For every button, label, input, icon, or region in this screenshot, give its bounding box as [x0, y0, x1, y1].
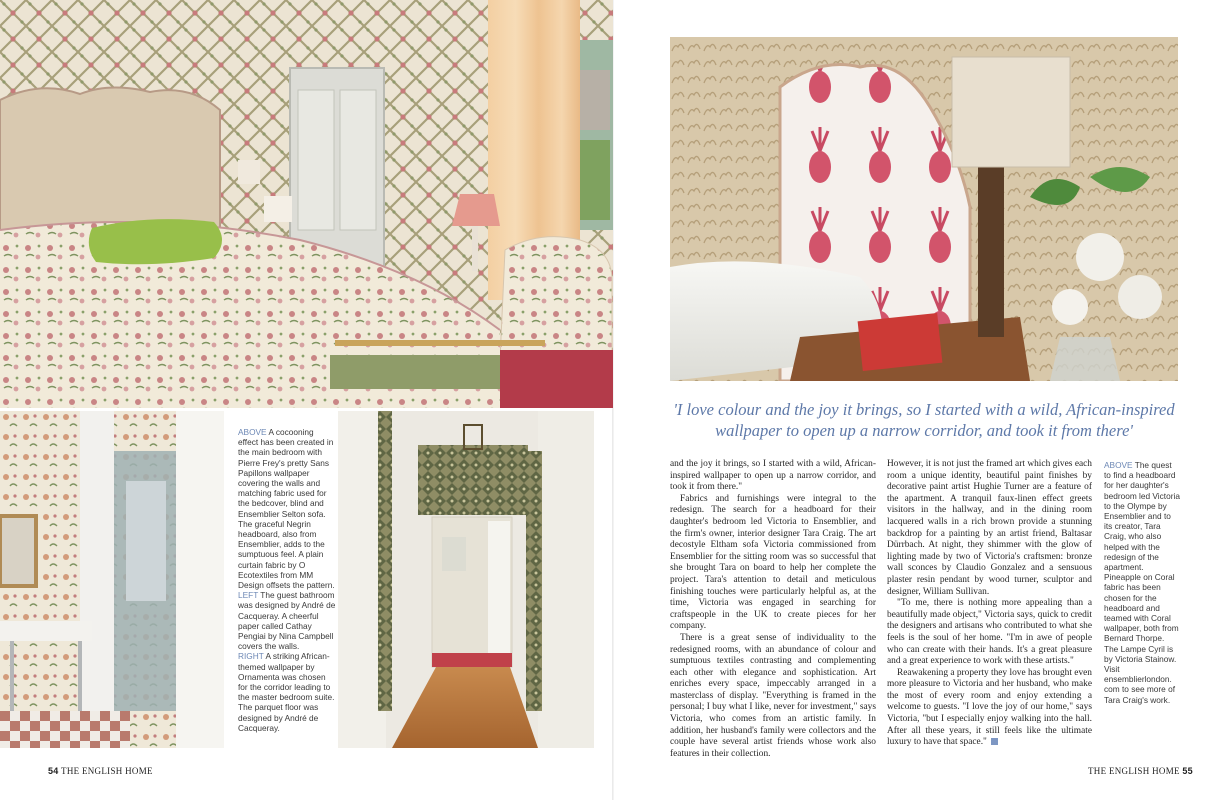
guest-bathroom-photo	[0, 411, 224, 748]
caption-left	[238, 590, 336, 651]
photo-caption-left	[238, 427, 336, 733]
photo-caption-right	[1104, 460, 1180, 705]
body-column-2	[887, 459, 1092, 749]
magazine-title-right: THE ENGLISH HOME	[1088, 766, 1180, 776]
page-number-left: 54	[48, 766, 59, 776]
body-column-1	[670, 459, 876, 760]
caption-right	[238, 651, 336, 733]
folio-right	[1088, 766, 1193, 776]
caption-keyword-right: RIGHT	[238, 651, 264, 662]
body-paragraph-last-text: Reawakening a property they love has brought even more pleasure to Victoria and her husband, who make the most of every room and enjoy extending a welcome to guests. "I love the joy of our home," says Victoria, "but I especially enjoy walking into the hall. After all these years, it still feels like the ultimate luxury to have that space."	[887, 667, 1092, 748]
caption-right-text: A striking African-themed wallpaper by Ornamenta was chosen for the corridor leading to the master bedroom suite. The parquet floor was designed by André de Cacqueray.	[238, 651, 335, 733]
caption-left-text: The guest bathroom was designed by André de Cacqueray. A cheerful paper called Cathay Pengiai by Nina Campbell covers the walls.	[238, 590, 336, 652]
caption-above	[238, 427, 336, 590]
magazine-title-left: THE ENGLISH HOME	[61, 766, 153, 776]
headboard-photo	[670, 37, 1178, 381]
body-paragraph: However, it is not just the framed art which gives each room a unique identity, beautiful paint finishes by decorative paint artist Hughie Turner are a feature of the apartment. A tranquil faux-linen effect greets visitors in the hallway, and in the dining room lacquered walls in a rich brown provide a stunning backdrop for a painting by an artist friend, Baltasar Dürrbach. At night, they shimmer with the glow of lighting made by two of Victoria's craftsmen: bronze wall sconces by Claudio Gonzalez and a sensuous plaster resin pendant by wood turner, sculptor and designer, William Sullivan.	[887, 459, 1092, 597]
page-number-right: 55	[1182, 766, 1193, 776]
pull-quote: 'I love colour and the joy it brings, so I started with a wild, African-inspired wallpaper to open up a narrow corridor, and took it from there'	[673, 400, 1175, 440]
caption-above-text: A cocooning effect has been created in the main bedroom with Pierre Frey's pretty Sans Papillons wallpaper covering the walls and matching fabric used for the bedcover, blind and Ensemblier Selton sofa. The graceful Negrin headboard, also from Ensemblier, adds to the sumptuous feel. A plain curtain fabric by O Ecotextiles from MM Design offsets the pattern.	[238, 427, 335, 591]
folio-left	[48, 766, 153, 776]
body-paragraph: "To me, there is nothing more appealing than a beautifully made object," Victoria says, quick to credit the designers and artisans who contributed to what she feels is the soul of her home. "I'm in awe of people who can create with their hands. It's a great pleasure and a great experience to work with these artists."	[887, 598, 1092, 667]
caption-right-keyword-above: ABOVE	[1104, 460, 1133, 470]
end-of-article-mark	[991, 738, 998, 745]
caption-keyword-left: LEFT	[238, 590, 259, 601]
body-paragraph: and the joy it brings, so I started with a wild, African-inspired wallpaper to open up a narrow corridor, and took it from there."	[670, 459, 876, 493]
caption-keyword-above: ABOVE	[238, 427, 267, 437]
body-paragraph: There is a great sense of individuality to the redesigned rooms, with an abundance of colour and sumptuous textiles contrasting and complementing each other with elegance and sophistication. Art enriches every space, impeccably arranged in a masterclass of display. "Everything is framed in the personal; I buy what I like, never for investment," says Victoria, who comes from an artistic family. In addition, her husband's family were collectors and the couple have several artist friends whose work also features in their collection.	[670, 632, 876, 759]
caption-right-above-text: The quest to find a headboard for her daughter's bedroom led Victoria to the Olympe by Ensemblier and to its creator, Tara Craig, who also helped with the redesign of the apartment. Pineapple on Coral fabric has been chosen for the headboard and teamed with Coral wallpaper, both from Bernard Thorpe. The Lampe Cyril is by Victoria Stainow. Visit ensemblierlondon. com to see more of Tara Craig's work.	[1104, 460, 1180, 705]
body-paragraph-last	[887, 668, 1092, 749]
body-paragraph: Fabrics and furnishings were integral to the redesign. The search for a headboard for their daughter's bedroom led Victoria to Ensemblier, and the firm's owner, interior designer Tara Craig. The art decostyle Eltham sofa Victoria commissioned from Ensemblier for the sitting room was so successful that she brought Tara on board to help her complete the project. Tara's attention to detail and meticulous finishing touches were particularly helpful as, at the time, Victoria was engaged in searching for craftspeople in the UK to create pieces for her company.	[670, 493, 876, 632]
main-bedroom-photo	[0, 0, 613, 408]
corridor-photo	[338, 411, 594, 748]
